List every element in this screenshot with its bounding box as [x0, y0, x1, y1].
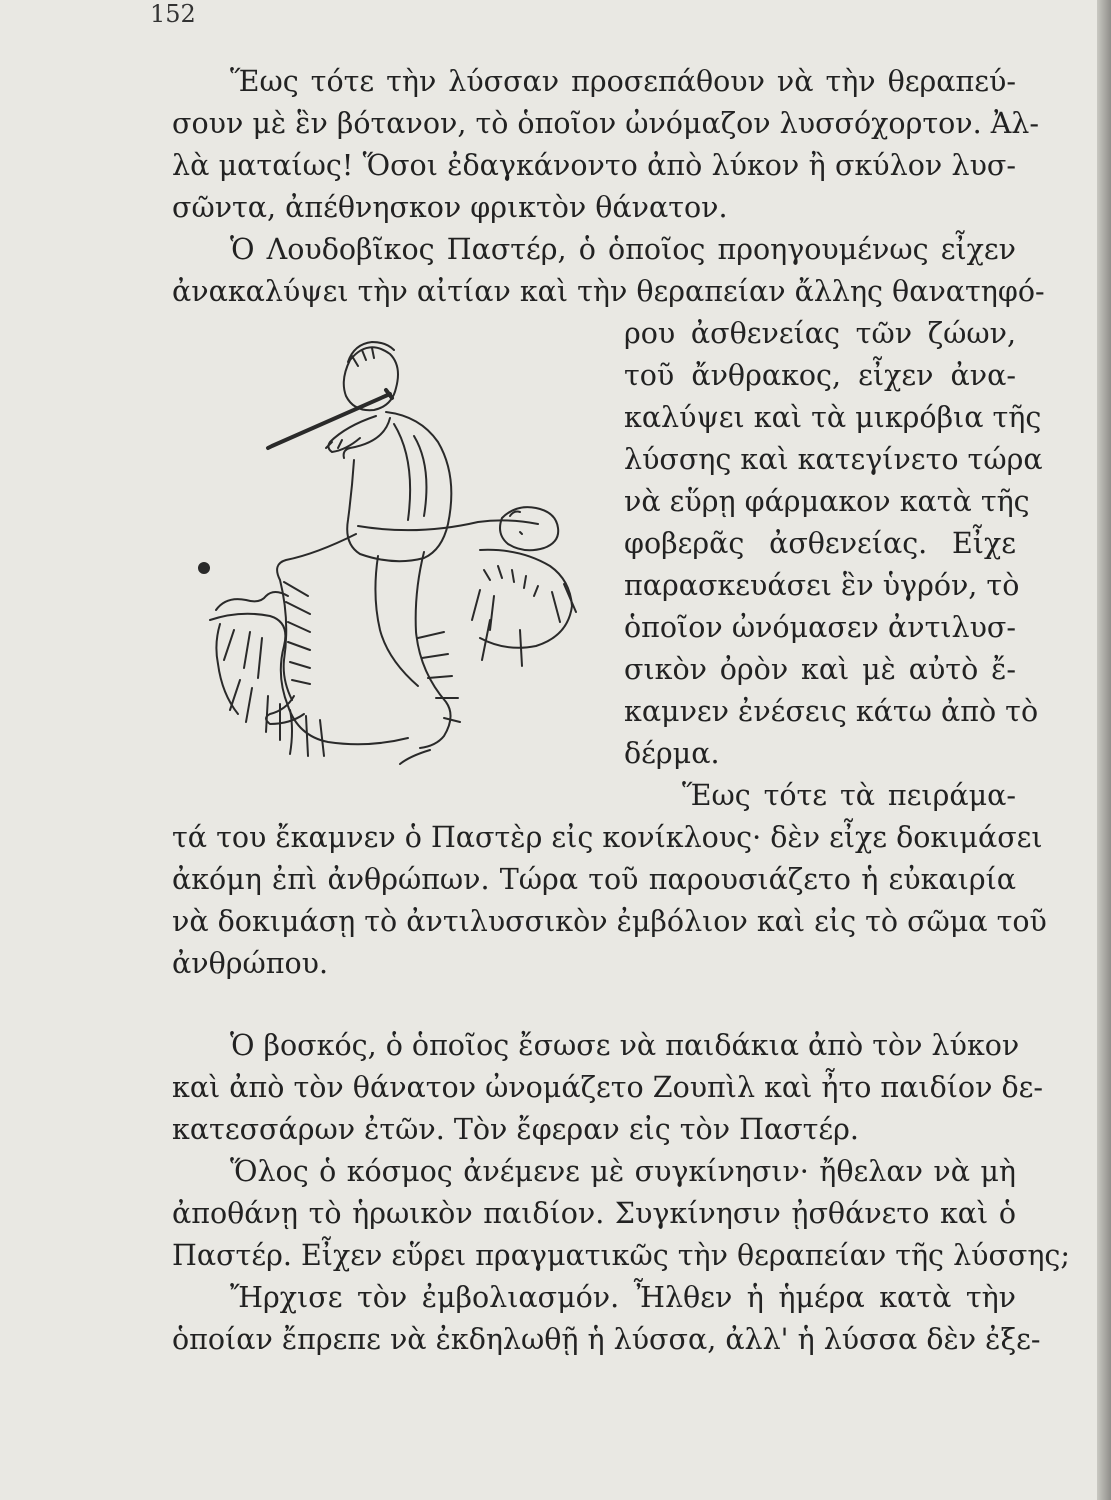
text-line: σικὸν ὀρὸν καὶ μὲ αὐτὸ ἔ- — [624, 653, 1016, 686]
page-edge — [1097, 0, 1111, 1500]
text-line: Ὁ Λουδοβῖκος Παστέρ, ὁ ὁποῖος προηγουμένως εἶχεν — [230, 233, 1016, 266]
text-line: ρου ἀσθενείας τῶν ζώων, — [624, 317, 1016, 350]
text-line: Ἕως τότε τὴν λύσσαν προσεπάθουν νὰ τὴν θεραπεύ- — [230, 65, 1016, 98]
text-line: σουν μὲ ἓν βότανον, τὸ ὁποῖον ὠνόμαζον λυσσόχορτον. Ἀλ- — [172, 107, 1039, 140]
text-line: σῶντα, ἀπέθνησκον φρικτὸν θάνατον. — [172, 191, 728, 224]
text-line: καλύψει καὶ τὰ μικρόβια τῆς — [624, 401, 1042, 434]
text-line: Ἤρχισε τὸν ἐμβολιασμόν. Ἦλθεν ἡ ἡμέρα κατὰ τὴν — [230, 1281, 1016, 1314]
text-line: νὰ δοκιμάσῃ τὸ ἀντιλυσσικὸν ἐμβόλιον καὶ εἰς τὸ σῶμα τοῦ — [172, 905, 1047, 938]
text-line: παρασκευάσει ἓν ὑγρόν, τὸ — [624, 569, 1020, 602]
text-line: Ὅλος ὁ κόσμος ἀνέμενε μὲ συγκίνησιν· ἤθελαν νὰ μὴ — [230, 1155, 1016, 1188]
text-line: τοῦ ἄνθρακος, εἶχεν ἀνα- — [624, 359, 1016, 392]
text-line: δέρμα. — [624, 737, 720, 770]
text-line: καμνεν ἐνέσεις κάτω ἀπὸ τὸ — [624, 695, 1039, 728]
text-line: νὰ εὕρῃ φάρμακον κατὰ τῆς — [624, 485, 1030, 518]
text-line: ἀποθάνῃ τὸ ἡρωικὸν παιδίον. Συγκίνησιν ᾐσθάνετο καὶ ὁ — [172, 1197, 1016, 1230]
text-line: κατεσσάρων ἐτῶν. Τὸν ἔφεραν εἰς τὸν Παστέρ. — [172, 1113, 859, 1146]
page-number: 152 — [150, 0, 196, 28]
text-line: φοβερᾶς ἀσθενείας. Εἶχε — [624, 527, 1016, 560]
text-line: ἀνακαλύψει τὴν αἰτίαν καὶ τὴν θεραπείαν ἄλλης θανατηφό- — [172, 275, 1045, 308]
text-line: Ἕως τότε τὰ πειράμα- — [682, 779, 1016, 812]
text-line: τά του ἔκαμνεν ὁ Παστὲρ εἰς κονίκλους· δὲν εἶχε δοκιμάσει — [172, 821, 1043, 854]
text-line: ὁποίαν ἔπρεπε νὰ ἐκδηλωθῇ ἡ λύσσα, ἀλλ' ἡ λύσσα δὲν ἐξε- — [172, 1323, 1041, 1356]
text-line: καὶ ἀπὸ τὸν θάνατον ὠνομάζετο Ζουπὶλ καὶ ἦτο παιδίον δε- — [172, 1071, 1044, 1104]
shepherd-boy-illustration — [180, 320, 610, 770]
text-line: ἀκόμη ἐπὶ ἀνθρώπων. Τώρα τοῦ παρουσιάζετο ἡ εὐκαιρία — [172, 863, 1016, 896]
text-line: λὰ ματαίως! Ὅσοι ἐδαγκάνοντο ἀπὸ λύκον ἢ σκύλον λυσ- — [172, 149, 1016, 182]
text-line: Παστέρ. Εἶχεν εὕρει πραγματικῶς τὴν θεραπείαν τῆς λύσσης; — [172, 1239, 1071, 1272]
text-line: ὁποῖον ὠνόμασεν ἀντιλυσ- — [624, 611, 1016, 644]
text-line: λύσσης καὶ κατεγίνετο τώρα — [624, 443, 1043, 476]
text-line: ἀνθρώπου. — [172, 947, 328, 980]
text-line: Ὁ βοσκός, ὁ ὁποῖος ἔσωσε νὰ παιδάκια ἀπὸ τὸν λύκον — [230, 1029, 1020, 1062]
